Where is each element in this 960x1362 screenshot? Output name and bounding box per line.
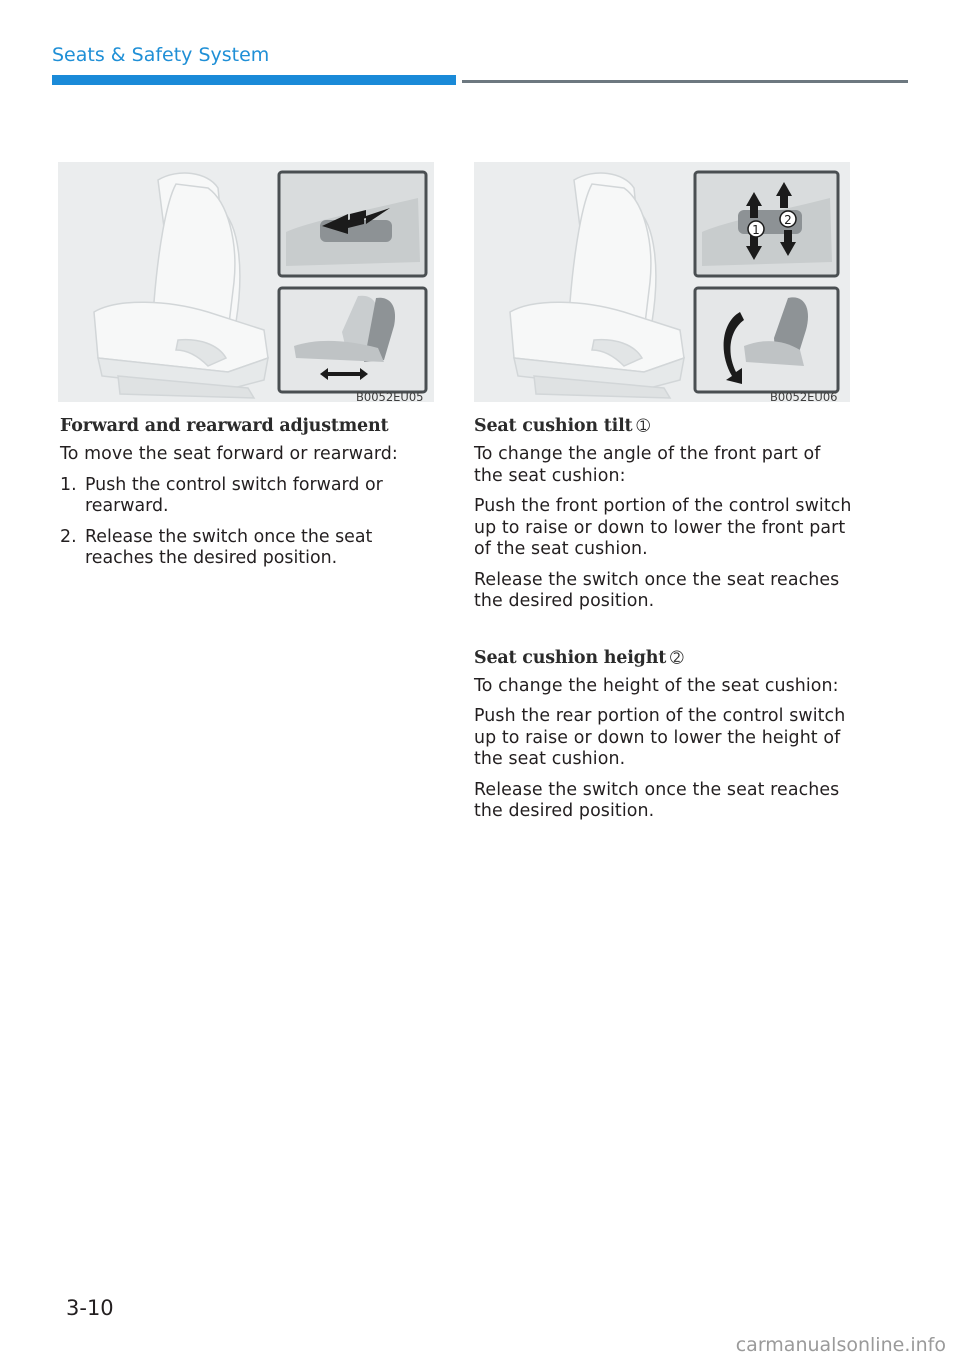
seat-slide-inset — [279, 288, 426, 392]
cushion-tilt-inset — [695, 288, 838, 392]
figure-code-right: B0052EU06 — [770, 390, 838, 404]
cushion-height-paragraph: To change the height of the seat cushion: — [474, 675, 839, 696]
right-column — [474, 410, 854, 832]
switch-inset — [695, 172, 838, 276]
cushion-height-paragraph: Release the switch once the seat reaches the desired position. — [474, 779, 840, 821]
callout-marker-1: ➀ — [636, 416, 650, 435]
page-number: 3-10 — [66, 1296, 114, 1320]
watermark: carmanualsonline.info — [735, 1334, 946, 1356]
cushion-tilt-paragraph: Push the front portion of the control switch up to raise or down to lower the front part of the seat cushion. — [474, 496, 852, 559]
cushion-height-paragraph: Push the rear portion of the control switch up to raise or down to lower the height of the seat cushion. — [474, 706, 846, 769]
list-item — [60, 475, 440, 518]
forward-rearward-intro: To move the seat forward or rearward: — [60, 444, 398, 464]
cushion-tilt-heading-text: Seat cushion tilt — [474, 416, 633, 436]
figure-code-left: B0052EU05 — [356, 390, 424, 404]
cushion-tilt-paragraph: To change the angle of the front part of the seat cushion: — [474, 444, 821, 486]
step-text: Release the switch once the seat reaches the desired position. — [85, 526, 373, 568]
step-number: 1. — [60, 474, 77, 495]
callout-1: 1 — [752, 223, 760, 237]
callout-2: 2 — [784, 213, 792, 227]
switch-inset — [279, 172, 426, 276]
seat-illustration — [94, 173, 268, 398]
step-number: 2. — [60, 526, 77, 547]
seat-illustration — [510, 173, 684, 398]
left-column — [60, 410, 440, 579]
cushion-tilt-heading — [474, 416, 854, 436]
header-accent-bar — [52, 75, 456, 85]
cushion-height-heading-text: Seat cushion height — [474, 647, 667, 668]
section-title: Seats & Safety System — [52, 44, 270, 66]
header-rule — [462, 80, 908, 83]
forward-rearward-steps — [60, 475, 440, 570]
seat-forward-rearward-illustration — [58, 162, 434, 402]
list-item — [60, 527, 440, 570]
step-text: Push the control switch forward or rearward. — [85, 474, 383, 516]
cushion-height-heading — [474, 648, 854, 668]
cushion-tilt-paragraph: Release the switch once the seat reaches the desired position. — [474, 569, 840, 611]
seat-cushion-tilt-height-illustration — [474, 162, 850, 402]
callout-marker-2: ➁ — [670, 647, 684, 667]
forward-rearward-heading: Forward and rearward adjustment — [60, 416, 389, 436]
